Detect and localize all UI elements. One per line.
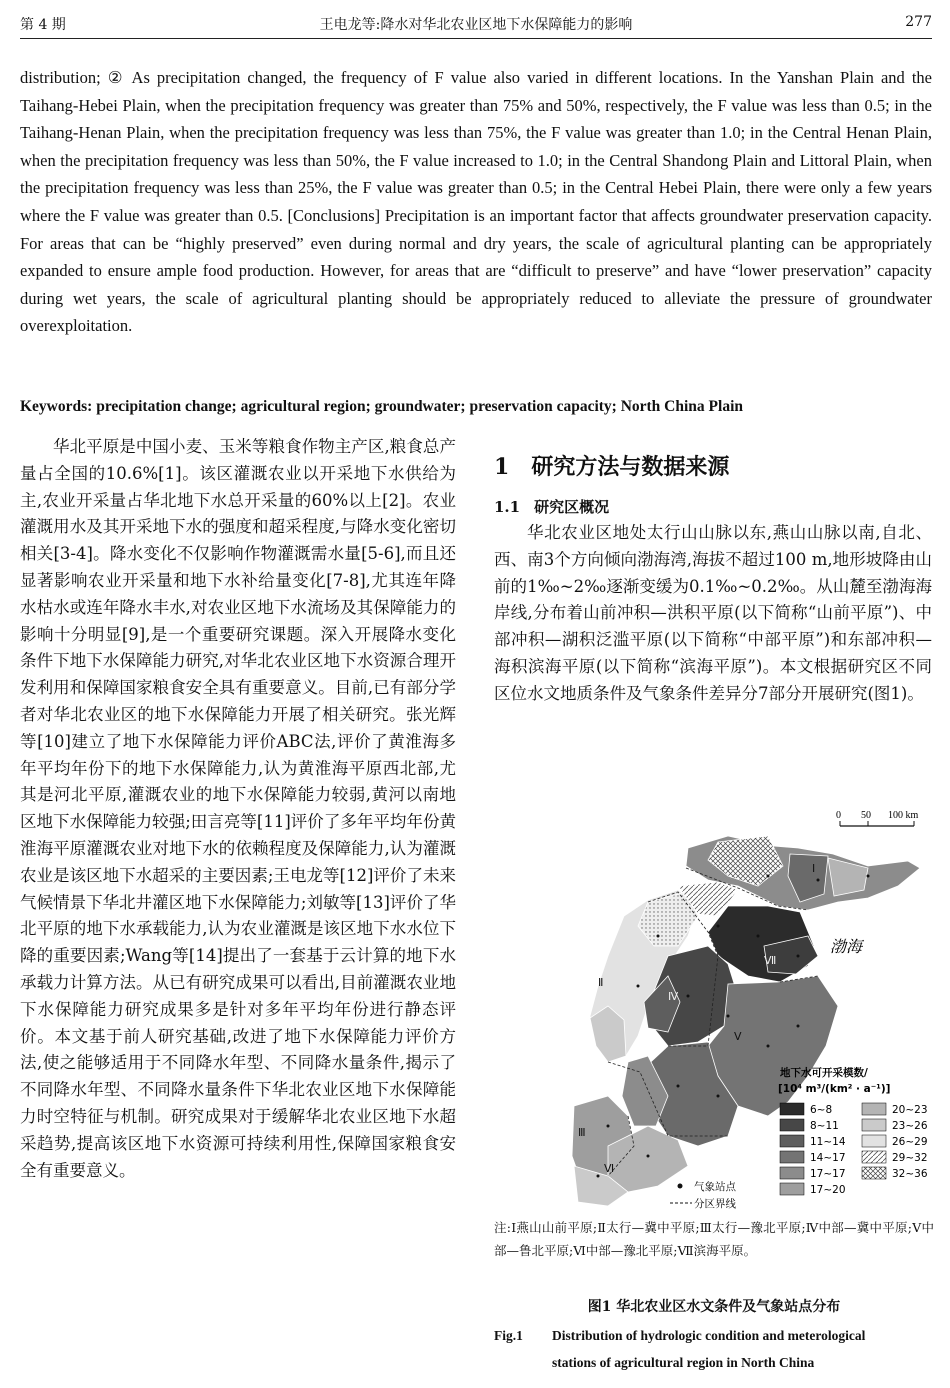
figure-map — [568, 806, 936, 1214]
legend-item-7: 20~23 — [892, 1104, 928, 1116]
subsection-number: 1.1 — [494, 498, 521, 516]
running-title: 王电龙等:降水对华北农业区地下水保障能力的影响 — [319, 17, 633, 33]
abstract — [20, 64, 932, 340]
scale-label-0: 0 — [836, 810, 841, 821]
legend-item-10: 29~32 — [892, 1152, 928, 1164]
region-map — [568, 806, 936, 1214]
caption-en-line2: stations of agricultural region in North China — [552, 1355, 815, 1370]
subsection-heading — [494, 496, 932, 520]
legend-item-11: 32~36 — [892, 1168, 928, 1180]
right-column — [494, 440, 932, 708]
legend-item-2: 8~11 — [810, 1120, 839, 1132]
figure-note: 注:Ⅰ燕山山前平原;Ⅱ太行—冀中平原;Ⅲ太行—豫北平原;Ⅳ中部—冀中平原;Ⅴ中部—鲁北平原;Ⅵ中部—豫北平原;Ⅶ滨海平原。 — [494, 1220, 934, 1258]
region-label-VII: Ⅶ — [764, 955, 777, 967]
legend-item-9: 26~29 — [892, 1136, 928, 1148]
section-number: 1 — [494, 454, 510, 480]
scale-bar — [836, 810, 919, 826]
running-header — [20, 14, 932, 39]
study-area-text — [494, 520, 932, 708]
figure-caption-cn: 图1 华北农业区水文条件及气象站点分布 — [587, 1299, 841, 1315]
region-label-I: Ⅰ — [812, 863, 816, 875]
left-column — [20, 434, 456, 1184]
station-legend-icon — [678, 1184, 683, 1189]
figure-caption-en — [494, 1322, 934, 1376]
region-label-V: Ⅴ — [734, 1031, 742, 1043]
scale-label-50: 50 — [861, 810, 871, 821]
intro-paragraph: 华北平原是中国小麦、玉米等粮食作物主产区,粮食总产量占全国的10.6%[1]。该区灌溉农业以开采地下水供给为主,农业开采量占华北地下水总开采量的60%以上[2]。农业灌溉用水及其开采地下水的强度和超采程度,与降水变化密切相关[3-4]。降水变化不仅影响作物灌溉需水量[5-6],而且还显著影响农业开采量和地下水补给量变化[7-8],尤其连年降水枯水或连年降水丰水,对农业区地下水流场及其保障能力的影响十分明显[9],是一个重要研究课题。深入开展降水变化条件下地下水保障能力研究,对华北农业区地下水资源合理开发利用和保障国家粮食安全具有重要意义。目前,已有部分学者对华北农业区的地下水保障能力开展了相关研究。张光辉等[10]建立了地下水保障能力评价ABC法,评价了黄淮海多年平均年份下的地下水保障能力,认为黄淮海平原西北部,尤其是河北平原,灌溉农业的地下水保障能力较弱,黄河以南地区地下水保障能力较强;田言亮等[11]评价了多年平均年份黄淮海平原灌溉农业对地下水的依赖程度及保障能力,认为灌溉农业是该区地下水超采的主要因素;王电龙等[12]评价了未来气候情景下华北井灌区地下水保障能力;刘敏等[13]评价了华北平原的地下水承载能力,认为农业灌溉是该区地下水水位下降的重要因素;Wang等[14]提出了一套基于云计算的地下水承载力计算方法。从已有研究成果可以看出,目前灌溉农业地下水保障能力研究成果多是针对多年平均年份进行静态评价。本文基于前人研究基础,改进了地下水保障能力评价方法,使之能够适用于不同降水年型、不同降水量条件,揭示了不同降水年型、不同降水量条件下华北农业区地下水保障能力时空特征与机制。研究成果对于缓解华北农业区地下水超采趋势,提高该区地下水资源可持续利用性,保障国家粮食安全有重要意义。 — [20, 437, 456, 1180]
legend-item-4: 14~17 — [810, 1152, 846, 1164]
sea-label: 渤海 — [830, 937, 863, 956]
keywords: Keywords: precipitation change; agricultural region; groundwater; preservation capacity; North China Plain — [20, 398, 743, 415]
study-area-paragraph: 华北农业区地处太行山山脉以东,燕山山脉以南,自北、西、南3个方向倾向渤海湾,海拔不超过100 m,地形坡降由山前的1‰~2‰逐渐变缓为0.1‰~0.2‰。从山麓至渤海海岸线,分布着山前冲积—洪积平原(以下简称“山前平原”)、中部冲积—湖积泛滥平原(以下简称“中部平原”)和东部冲积—海积滨海平原(以下简称“滨海平原”)。本文根据研究区不同区位水文地质条件及气象条件差异分7部分开展研究(图1)。 — [494, 523, 932, 703]
legend-item-8: 23~26 — [892, 1120, 928, 1132]
scale-label-100: 100 km — [888, 810, 919, 821]
region-label-III: Ⅲ — [578, 1127, 586, 1139]
boundary-label: 分区界线 — [694, 1198, 736, 1210]
region-label-II: Ⅱ — [598, 977, 604, 989]
legend-item-5: 17~17 — [810, 1168, 846, 1180]
section-title: 研究方法与数据来源 — [531, 454, 730, 480]
legend-title-2: [10⁴ m³/(km² · a⁻¹)] — [778, 1083, 891, 1095]
region-label-VI: Ⅵ — [604, 1163, 615, 1175]
legend-title-1: 地下水可开采模数/ — [780, 1067, 868, 1079]
issue-number: 第 4 期 — [20, 17, 66, 33]
subsection-title: 研究区概况 — [534, 498, 610, 516]
caption-en-line1: Fig.1 Distribution of hydrologic condition and meterological — [494, 1322, 934, 1349]
region-label-IV: Ⅳ — [668, 991, 679, 1003]
map-regions — [572, 836, 920, 1206]
page-number: 277 — [905, 14, 932, 30]
legend-item-6: 17~20 — [810, 1184, 846, 1196]
section-heading — [494, 450, 932, 490]
legend-item-3: 11~14 — [810, 1136, 846, 1148]
abstract-paragraph: distribution; ② As precipitation changed, the frequency of F value also varied in different locations. In the Yanshan Plain and the Taihang-Hebei Plain, when the precipitation frequency was greater than 75% and 50%, respectively, the F value was less than 0.5; in the Taihang-Henan Plain, when the precipitation frequency was less than 75%, the F value was greater than 1.0; in the Central Henan Plain, when the precipitation frequency was less than 50%, the F value increased to 1.0; in the Central Shandong Plain and Littoral Plain, when the precipitation frequency was less than 25%, the F value was greater than 0.5; in the Central Hebei Plain, there were only a few years where the F value was greater than 0.5. [Conclusions] Precipitation is an important factor that affects groundwater preservation capacity. For areas that can be “highly preserved” even during normal and dry years, the scale of agricultural planting can be appropriately expanded to ensure ample food production. However, for areas that are “difficult to preserve” and have “lower preservation” capacity during wet years, the scale of agricultural planting should be appropriately reduced to alleviate the pressure of groundwater overexploitation. — [20, 68, 932, 336]
station-label: 气象站点 — [694, 1181, 736, 1193]
legend-item-1: 6~8 — [810, 1104, 833, 1116]
caption-en-label: Fig.1 — [494, 1328, 523, 1343]
